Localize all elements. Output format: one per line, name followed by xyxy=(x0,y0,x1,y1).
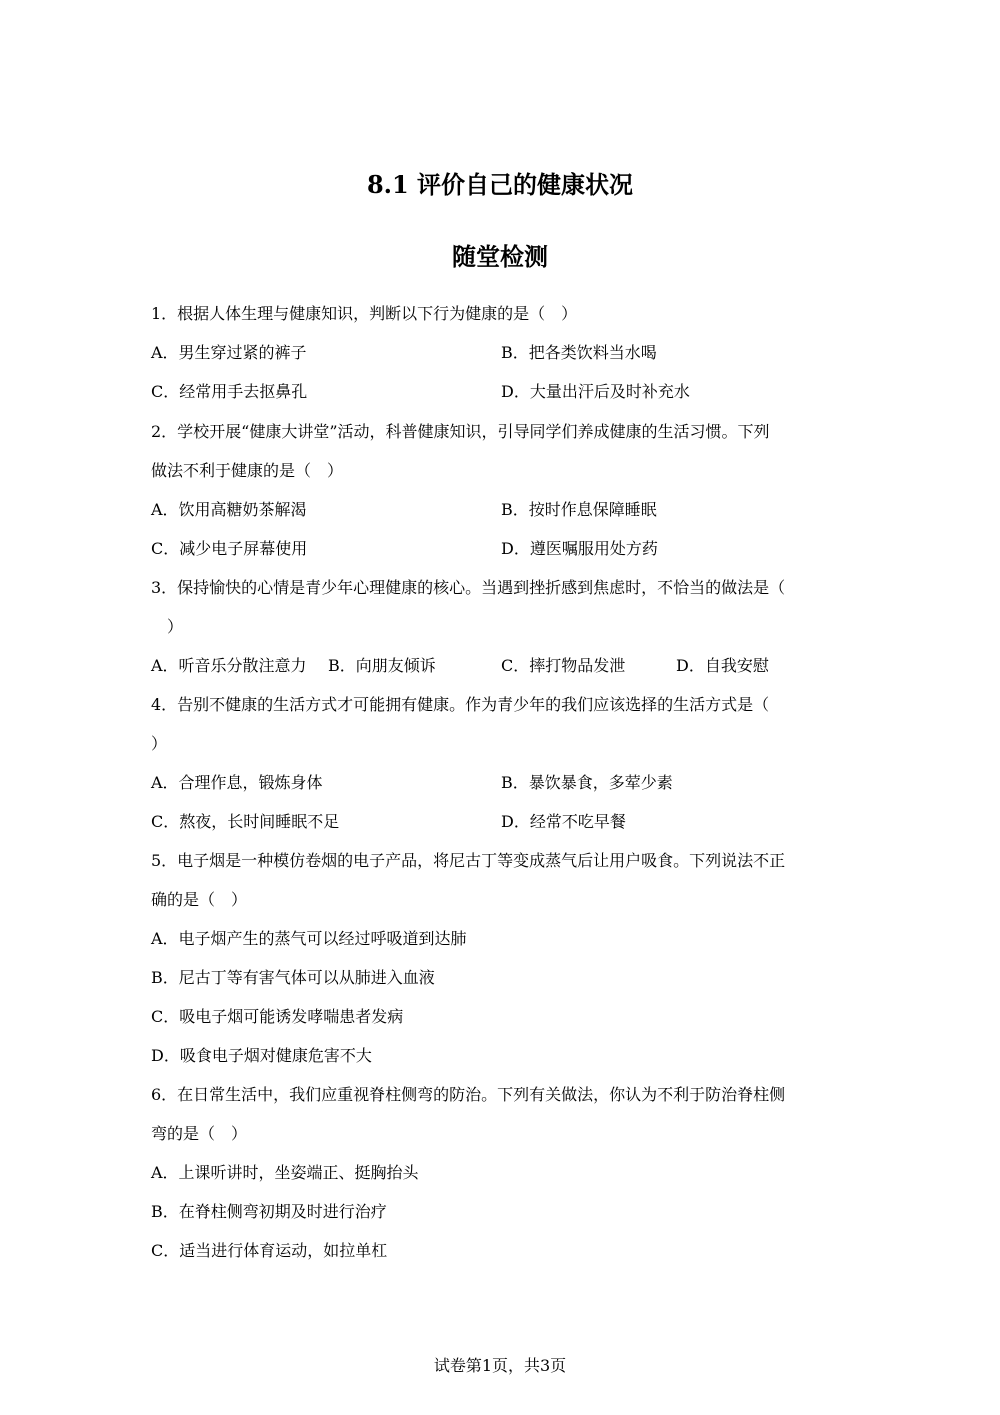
question-5-stem-line-1: 5．电子烟是一种模仿卷烟的电子产品，将尼古丁等变成蒸气后让用户吸食。下列说法不正 xyxy=(151,851,786,870)
question-2-option-a: A．饮用高糖奶茶解渴 xyxy=(151,500,307,519)
question-3-stem-line-2: ） xyxy=(151,617,184,636)
question-4-stem-line-2: ） xyxy=(151,734,168,753)
question-6-option-c: C．适当进行体育运动，如拉单杠 xyxy=(151,1241,388,1260)
question-5-stem-line-2: 确的是（ ） xyxy=(151,890,248,909)
question-3-option-c: C．摔打物品发泄 xyxy=(501,656,626,675)
question-6-stem-line-1: 6．在日常生活中，我们应重视脊柱侧弯的防治。下列有关做法，你认为不利于防治脊柱侧 xyxy=(151,1085,786,1104)
question-1-option-a: A．男生穿过紧的裤子 xyxy=(151,343,307,362)
page-subtitle: 随堂检测 xyxy=(452,242,548,271)
question-3-option-d: D．自我安慰 xyxy=(676,656,769,675)
page-title: 8.1 评价自己的健康状况 xyxy=(366,170,634,199)
question-3-option-b: B．向朋友倾诉 xyxy=(328,656,436,675)
question-2-option-b: B．按时作息保障睡眠 xyxy=(501,500,657,519)
question-3-stem-line-1: 3．保持愉快的心情是青少年心理健康的核心。当遇到挫折感到焦虑时，不恰当的做法是（ xyxy=(151,578,786,597)
question-1-option-d: D．大量出汗后及时补充水 xyxy=(501,382,690,401)
question-4-stem-line-1: 4．告别不健康的生活方式才可能拥有健康。作为青少年的我们应该选择的生活方式是（ xyxy=(151,695,770,714)
question-1-option-c: C．经常用手去抠鼻孔 xyxy=(151,382,308,401)
question-4-option-c: C．熬夜，长时间睡眠不足 xyxy=(151,812,340,831)
question-1-option-b: B．把各类饮料当水喝 xyxy=(501,343,657,362)
page-footer: 试卷第1页，共3页 xyxy=(433,1356,567,1375)
question-2-option-d: D．遵医嘱服用处方药 xyxy=(501,539,658,558)
question-6-option-b: B．在脊柱侧弯初期及时进行治疗 xyxy=(151,1202,387,1221)
question-4-option-d: D．经常不吃早餐 xyxy=(501,812,626,831)
question-2-stem-line-2: 做法不利于健康的是（ ） xyxy=(151,461,344,480)
question-6-option-a: A．上课听讲时，坐姿端正、挺胸抬头 xyxy=(151,1163,419,1182)
question-3-option-a: A．听音乐分散注意力 xyxy=(151,656,307,675)
question-5-option-d: D．吸食电子烟对健康危害不大 xyxy=(151,1046,372,1065)
question-6-stem-line-2: 弯的是（ ） xyxy=(151,1124,248,1143)
question-5-option-c: C．吸电子烟可能诱发哮喘患者发病 xyxy=(151,1007,404,1026)
question-4-option-a: A．合理作息，锻炼身体 xyxy=(151,773,323,792)
question-2-stem-line-1: 2．学校开展“健康大讲堂”活动，科普健康知识，引导同学们养成健康的生活习惯。下列 xyxy=(151,422,770,441)
question-1-stem: 1．根据人体生理与健康知识，判断以下行为健康的是（ ） xyxy=(151,304,578,323)
question-5-option-a: A．电子烟产生的蒸气可以经过呼吸道到达肺 xyxy=(151,929,467,948)
question-2-option-c: C．减少电子屏幕使用 xyxy=(151,539,308,558)
question-4-option-b: B．暴饮暴食，多荤少素 xyxy=(501,773,673,792)
question-5-option-b: B．尼古丁等有害气体可以从肺进入血液 xyxy=(151,968,435,987)
